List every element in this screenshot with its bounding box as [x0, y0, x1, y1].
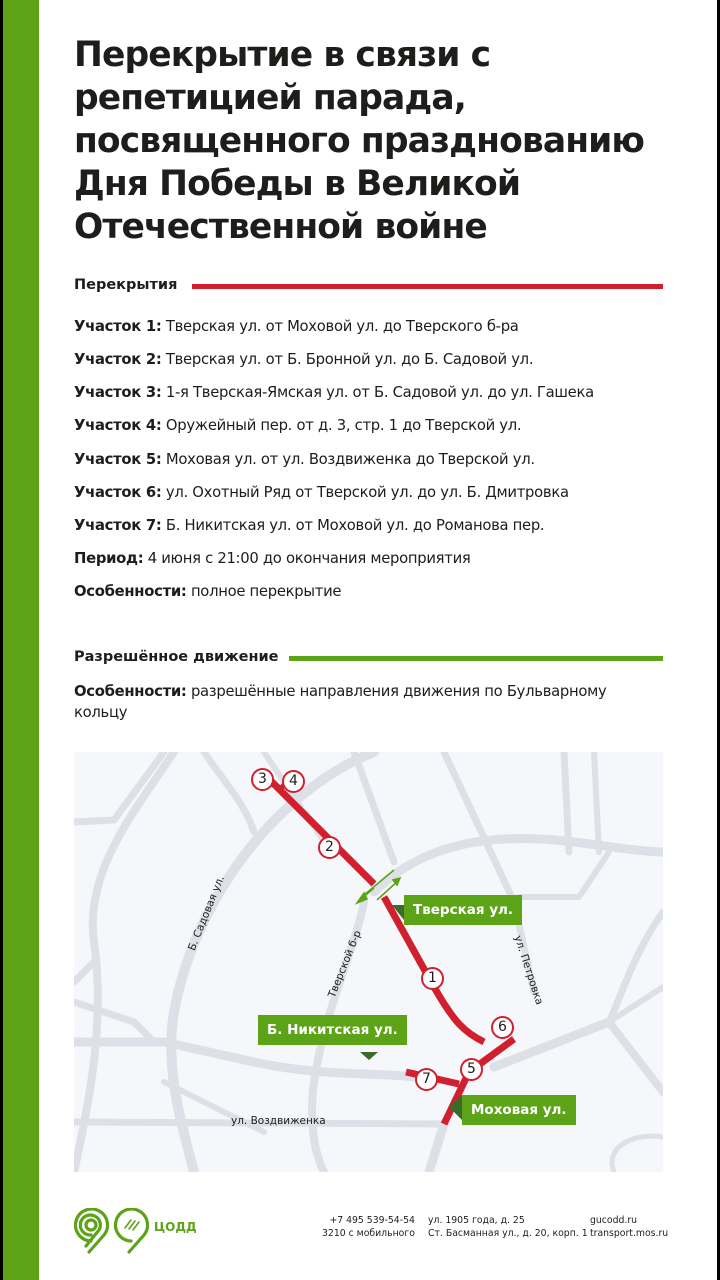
marker-7[interactable]: 7	[415, 1068, 438, 1091]
features-label: Особенности:	[74, 683, 187, 700]
label-nikitskaya: Б. Никитская ул.	[258, 1015, 407, 1045]
road	[74, 962, 94, 982]
road	[74, 752, 174, 1172]
section-text: Б. Никитская ул. от Моховой ул. до Романова пер.	[165, 517, 545, 534]
road	[564, 752, 569, 852]
section-text: Тверская ул. от Б. Бронной ул. до Б. Садовой ул.	[165, 351, 534, 368]
marker-6[interactable]: 6	[491, 1016, 514, 1039]
closure-map[interactable]	[74, 752, 663, 1172]
footer-address-2: Ст. Басманная ул., д. 20, корп. 1	[428, 1228, 588, 1239]
road-bulvar	[374, 839, 663, 892]
closure-section-6	[74, 484, 569, 501]
marker-2[interactable]: 2	[318, 836, 341, 859]
footer-sites-block	[590, 1214, 668, 1240]
logo-ring	[86, 1220, 96, 1230]
road-nikitskaya	[74, 1042, 414, 1077]
section-text: Тверская ул. от Моховой ул. до Тверского б-ра	[165, 318, 519, 335]
footer-phone-block	[322, 1214, 415, 1240]
period-label: Период:	[74, 550, 144, 567]
marker-1[interactable]: 1	[421, 967, 444, 990]
label-mokhovaya: Моховая ул.	[462, 1095, 576, 1125]
road-petrovka	[444, 752, 514, 902]
marker-3[interactable]: 3	[251, 768, 274, 791]
section-text: 1-я Тверская-Ямская ул. от Б. Садовой ул. до ул. Гашека	[165, 384, 594, 401]
section-text: Оружейный пер. от д. 3, стр. 1 до Тверской ул.	[165, 417, 522, 434]
street-tverskoy-bulvar: Тверской б-р	[326, 928, 364, 1000]
features-label: Особенности:	[74, 583, 187, 600]
section-label: Участок 3:	[74, 384, 162, 401]
logo-text: ЦОДД	[154, 1220, 197, 1234]
allowed-heading: Разрешённое движение	[74, 649, 279, 665]
marker-4[interactable]: 4	[282, 770, 305, 793]
closure-features	[74, 583, 341, 600]
section-label: Участок 5:	[74, 451, 162, 468]
street-vozdvizhenka: ул. Воздвиженка	[231, 1115, 326, 1127]
road	[429, 1124, 444, 1172]
section-text: ул. Охотный Ряд от Тверской ул. до ул. Б. Дмитровка	[165, 484, 569, 501]
section-label: Участок 4:	[74, 417, 162, 434]
section-label: Участок 1:	[74, 318, 162, 335]
page-title: Перекрытие в связи с репетицией парада, посвященного празднованию Дня Победы в Великой Отечественной войне	[74, 35, 645, 247]
section-label: Участок 7:	[74, 517, 162, 534]
closure-period	[74, 550, 471, 567]
closure-section-2	[74, 351, 533, 368]
period-text: 4 июня с 21:00 до окончания мероприятия	[147, 550, 471, 567]
closure-section-1	[74, 318, 519, 335]
allowed-features	[74, 683, 606, 700]
footer-address-1: ул. 1905 года, д. 25	[428, 1215, 525, 1226]
street-sadovaya: Б. Садовая ул.	[186, 873, 228, 953]
closure-section-3	[74, 384, 594, 401]
accent-side-bar	[3, 0, 39, 1280]
footer-phone[interactable]: +7 495 539-54-54	[329, 1215, 415, 1226]
street-petrovka: ул. Петровка	[511, 934, 546, 1007]
logo-stripes	[125, 1220, 139, 1230]
footer-phone-mobile: 3210 с мобильного	[322, 1228, 415, 1239]
closure-section-5	[74, 451, 535, 468]
section-text: Моховая ул. от ул. Воздвиженка до Тверской ул.	[165, 451, 535, 468]
closures-heading: Перекрытия	[74, 277, 178, 293]
section-label: Участок 2:	[74, 351, 162, 368]
closure-section-7	[74, 517, 544, 534]
road	[612, 1136, 663, 1172]
closures-divider	[192, 284, 663, 289]
codd-logo	[74, 1208, 244, 1254]
road	[519, 852, 609, 897]
closure-section-4	[74, 417, 521, 434]
footer-site-1[interactable]: gucodd.ru	[590, 1215, 638, 1226]
road	[354, 752, 394, 862]
features-text: разрешённые направления движения по Бульварному	[190, 683, 607, 700]
road	[609, 1022, 663, 1092]
logo-ring	[116, 1209, 148, 1252]
section-label: Участок 6:	[74, 484, 162, 501]
footer-address-block	[428, 1214, 588, 1240]
road	[74, 1002, 154, 1042]
footer-site-2[interactable]: transport.mos.ru	[590, 1228, 669, 1239]
road	[594, 752, 599, 852]
allowed-divider	[289, 656, 663, 661]
marker-5[interactable]: 5	[460, 1058, 483, 1081]
road	[204, 752, 254, 832]
label-tverskaya: Тверская ул.	[404, 895, 522, 925]
allowed-features-cont: кольцу	[74, 704, 128, 721]
nikitskaya-label-pointer	[360, 1052, 378, 1060]
features-text: полное перекрытие	[190, 583, 342, 600]
